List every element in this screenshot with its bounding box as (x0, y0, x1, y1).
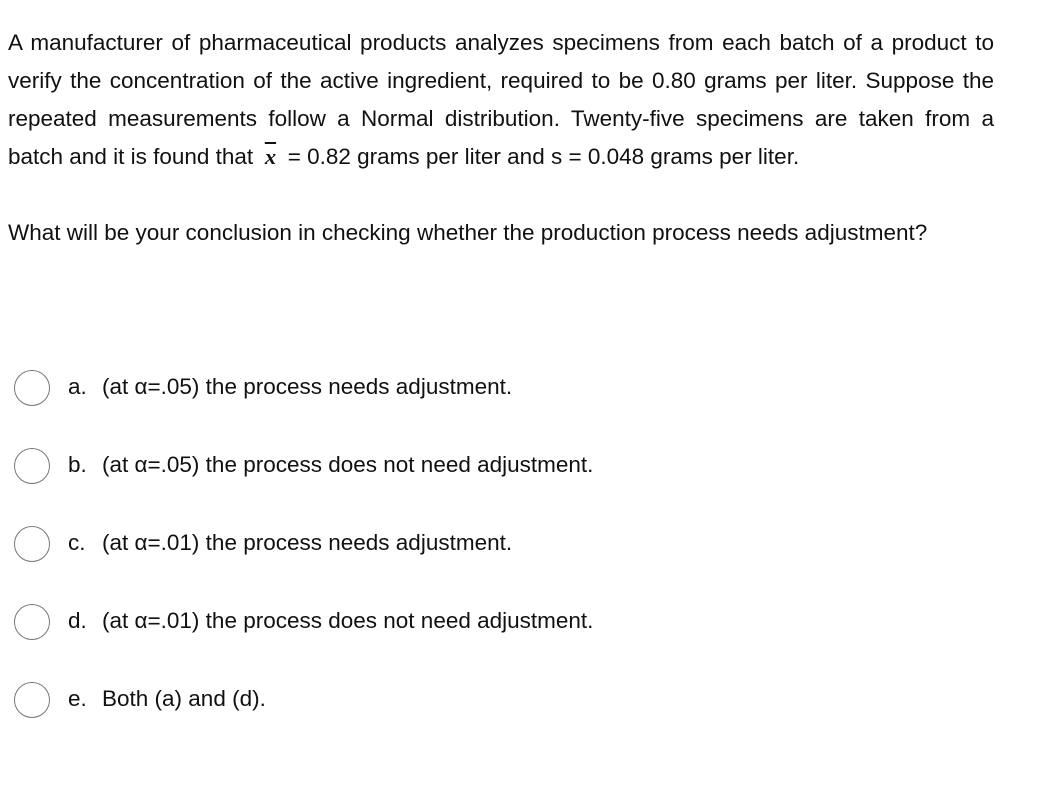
question-stem-part2: = 0.82 grams per liter and s = 0.048 grams per liter. (281, 144, 800, 169)
radio-button-d[interactable] (14, 604, 50, 640)
option-d[interactable] (14, 602, 1014, 680)
option-a-letter: a. (68, 374, 87, 399)
answer-options (14, 368, 1014, 758)
option-d-letter: d. (68, 608, 87, 633)
question-text (8, 24, 994, 252)
option-c[interactable] (14, 524, 1014, 602)
sample-mean-symbol: $\overline{x}$ (264, 144, 277, 169)
option-e[interactable] (14, 680, 1014, 758)
option-d-label[interactable]: (at α=.01) the process does not need adjustment. (102, 608, 594, 633)
option-a[interactable] (14, 368, 1014, 446)
option-e-letter: e. (68, 686, 87, 711)
option-b-label[interactable]: (at α=.05) the process does not need adjustment. (102, 452, 594, 477)
option-c-label[interactable]: (at α=.01) the process needs adjustment. (102, 530, 513, 555)
radio-button-e[interactable] (14, 682, 50, 718)
radio-button-c[interactable] (14, 526, 50, 562)
question-stem-part1: A manufacturer of pharmaceutical products analyzes specimens from each batch of a product to verify the concentration of the active ingredient, required to be 0.80 grams per liter. Suppose the repeated measurements follow a Normal distribution. Twenty-five specimens are taken from a batch and it is found that (8, 30, 994, 169)
option-e-label[interactable]: Both (a) and (d). (102, 686, 266, 711)
question-prompt: What will be your conclusion in checking whether the production process needs adjustment? (8, 220, 928, 245)
radio-button-a[interactable] (14, 370, 50, 406)
option-b-letter: b. (68, 452, 87, 477)
question-stem (8, 24, 994, 176)
option-c-letter: c. (68, 530, 86, 555)
radio-button-b[interactable] (14, 448, 50, 484)
option-a-label[interactable]: (at α=.05) the process needs adjustment. (102, 374, 513, 399)
option-b[interactable] (14, 446, 1014, 524)
